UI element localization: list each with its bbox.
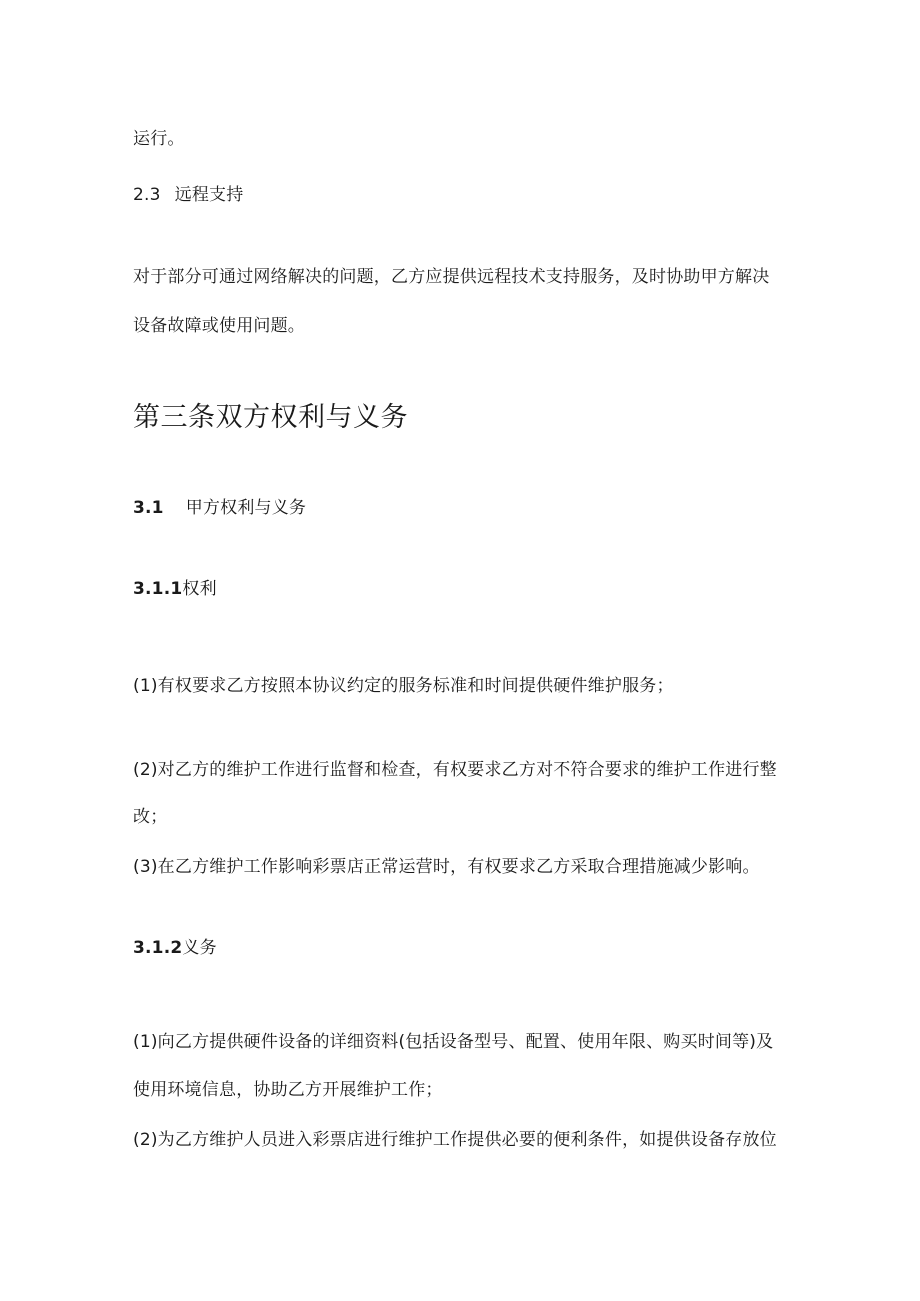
rights-item-3: (3)在乙方维护工作影响彩票店正常运营时，有权要求乙方采取合理措施减少影响。 (133, 857, 760, 877)
section-title: 甲方权利与义务 (185, 498, 307, 518)
section-number: 3.1.1 (133, 579, 183, 599)
paragraph-remote-line-2: 设备故障或使用问题。 (133, 316, 305, 336)
section-title: 义务 (182, 938, 217, 958)
duty-item-1-line-1: (1)向乙方提供硬件设备的详细资料(包括设备型号、配置、使用年限、购买时间等)及 (133, 1032, 774, 1052)
section-title: 远程支持 (174, 185, 244, 205)
rights-item-1: (1)有权要求乙方按照本协议约定的服务标准和时间提供硬件维护服务； (133, 676, 674, 696)
section-number: 2.3 (133, 185, 161, 205)
rights-item-2-line-2: 改； (133, 807, 168, 827)
article-3-title: 第三条双方权利与义务 (133, 402, 408, 433)
section-3-1-1-heading (133, 578, 217, 600)
section-3-1-2-heading (133, 937, 217, 959)
paragraph-remote-line-1: 对于部分可通过网络解决的问题，乙方应提供远程技术支持服务，及时协助甲方解决 (133, 267, 770, 287)
section-title: 权利 (182, 579, 217, 599)
duty-item-1-line-2: 使用环境信息，协助乙方开展维护工作； (133, 1080, 443, 1100)
duty-item-2-line-1: (2)为乙方维护人员进入彩票店进行维护工作提供必要的便利条件，如提供设备存放位 (133, 1130, 777, 1150)
rights-item-2-line-1: (2)对乙方的维护工作进行监督和检查，有权要求乙方对不符合要求的维护工作进行整 (133, 760, 777, 780)
paragraph-run-end: 运行。 (133, 129, 185, 149)
section-2-3-heading (133, 184, 243, 206)
section-number: 3.1 (133, 498, 164, 518)
section-number: 3.1.2 (133, 938, 183, 958)
section-3-1-heading (133, 497, 306, 519)
